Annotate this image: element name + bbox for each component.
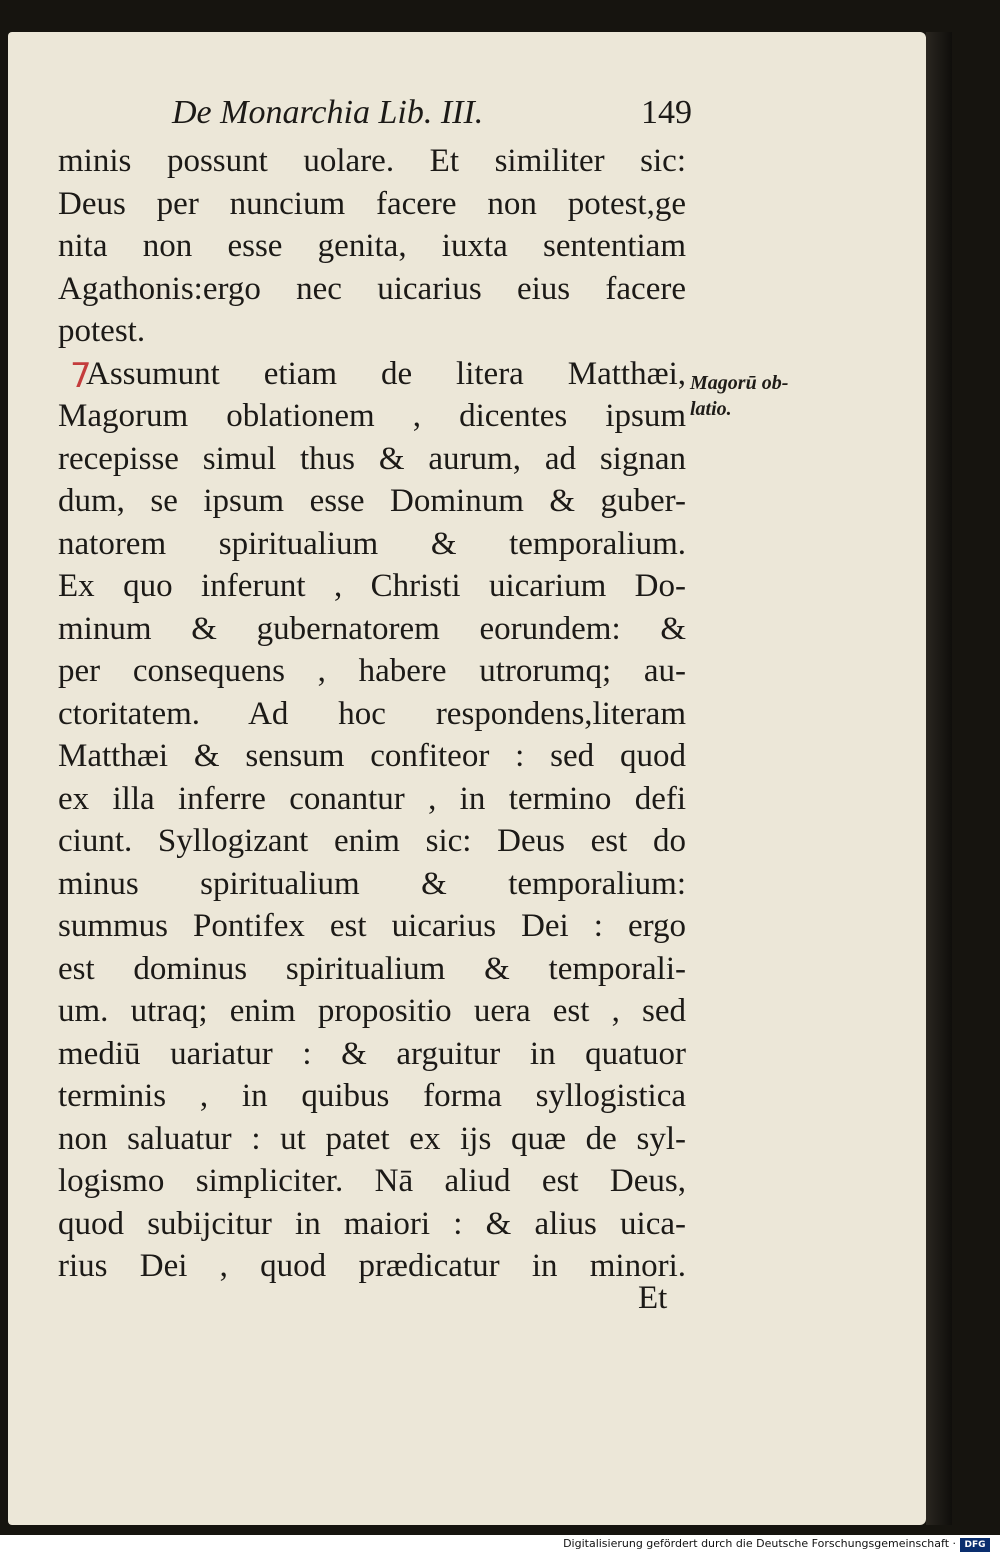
text-line: ctoritatem. Ad hoc respondens,literam — [58, 695, 686, 732]
book-spine — [926, 32, 952, 1525]
text-line: Deus per nuncium facere non potest,ge — [58, 185, 686, 222]
text-line: per consequens , habere utrorumq; au- — [58, 653, 686, 689]
text-line: ex illa inferre conantur , in termino defi — [58, 780, 686, 817]
text-line: minum & gubernatorem eorundem: & — [58, 610, 686, 647]
body-text — [58, 140, 686, 1288]
marginal-note-line: latio. — [690, 398, 732, 420]
text-line: nita non esse genita, iuxta sententiam — [58, 228, 686, 264]
page-number: 149 — [641, 94, 692, 131]
running-head-title: De Monarchia Lib. III. — [172, 94, 484, 131]
text-line: potest. — [58, 313, 146, 349]
text-line: summus Pontifex est uicarius Dei : ergo — [58, 908, 686, 944]
text-line: Ex quo inferunt , Christi uicarium Do- — [58, 568, 686, 604]
paragraph-number-mark: 7 — [70, 356, 92, 396]
text-line: Matthæi & sensum confiteor : sed quod — [58, 738, 686, 774]
catchword: Et — [638, 1280, 668, 1316]
text-line: minis possunt uolare. Et similiter sic: — [58, 143, 686, 179]
text-line: dum, se ipsum esse Dominum & guber- — [58, 483, 686, 519]
text-line: um. utraq; enim propositio uera est , sed — [58, 993, 686, 1029]
text-line: ciunt. Syllogizant enim sic: Deus est do — [58, 823, 686, 859]
footer-credit: Digitalisierung gefördert durch die Deutsche Forschungsgemeinschaft · — [563, 1537, 956, 1550]
marginal-note-line: Magorū ob- — [690, 372, 789, 394]
text-line: Assumunt etiam de litera Matthæi, — [86, 355, 686, 392]
text-line: recepisse simul thus & aurum, ad signan — [58, 440, 686, 477]
text-line: mediū uariatur : & arguitur in quatuor — [58, 1035, 686, 1072]
digitization-footer — [0, 1535, 1000, 1555]
text-line: est dominus spiritualium & temporali- — [58, 950, 686, 987]
text-line: non saluatur : ut patet ex ijs quæ de syl- — [58, 1120, 686, 1157]
text-line: natorem spiritualium & temporalium. — [58, 525, 686, 562]
text-line: Agathonis:ergo nec uicarius eius facere — [58, 270, 686, 307]
dfg-logo-icon: DFG — [960, 1538, 990, 1552]
marginal-note — [690, 370, 850, 422]
running-head — [172, 94, 692, 144]
text-line: terminis , in quibus forma syllogistica — [58, 1078, 686, 1114]
text-line: minus spiritualium & temporalium: — [58, 865, 686, 902]
text-line: quod subijcitur in maiori : & alius uica- — [58, 1205, 686, 1242]
text-line: rius Dei , quod prædicatur in minori. — [58, 1248, 686, 1284]
text-line: Magorum oblationem , dicentes ipsum — [58, 398, 686, 434]
text-line: logismo simpliciter. Nā aliud est Deus, — [58, 1163, 686, 1199]
